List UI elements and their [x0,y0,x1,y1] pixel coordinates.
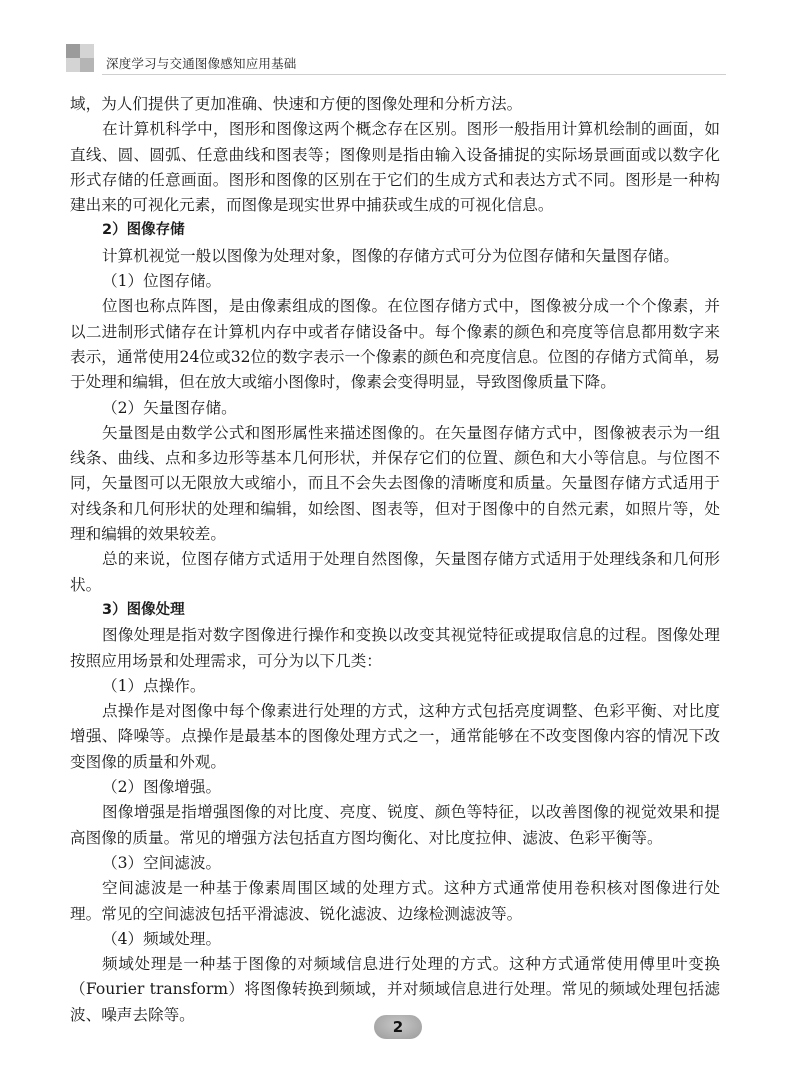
body-paragraph: （1）位图存储。 [102,272,222,291]
body-paragraph: （2）图像增强。 [102,778,222,797]
body-paragraph: 总的来说，位图存储方式适用于处理自然图像，矢量图存储方式适用于处理线条和几何形状。 [70,550,720,594]
body-paragraph: 位图也称点阵图，是由像素组成的图像。在位图存储方式中，图像被分成一个个像素，并以二进制形式储存在计算机内存中或者存储设备中。每个像素的颜色和亮度等信息都用数字来表示，通常使用24位或32位的数字表示一个像素的颜色和亮度信息。位图的存储方式简单，易于处理和编辑，但在放大或缩小图像时，像素会变得明显，导致图像质量下降。 [70,297,720,392]
section-heading: 2）图像存储 [102,222,185,239]
body-paragraph: 在计算机科学中，图形和图像这两个概念存在区别。图形一般指用计算机绘制的画面，如直线、圆、圆弧、任意曲线和图表等；图像则是指由输入设备捕捉的实际场景画面或以数字化形式存储的任意画面。图形和图像的区别在于它们的生成方式和表达方式不同。图形是一种构建出来的可视化元素，而图像是现实世界中捕获或生成的可视化信息。 [70,120,720,215]
body-paragraph: （4）频域处理。 [102,929,222,948]
body-paragraph: 点操作是对图像中每个像素进行处理的方式，这种方式包括亮度调整、色彩平衡、对比度增强、降噪等。点操作是最基本的图像处理方式之一，通常能够在不改变图像内容的情况下改变图像的质量和外观。 [70,702,720,771]
body-paragraph: 图像处理是指对数字图像进行操作和变换以改变其视觉特征或提取信息的过程。图像处理按照应用场景和处理需求，可分为以下几类： [70,626,720,670]
page-number: 2 [374,1015,422,1039]
body-paragraph: 矢量图是由数学公式和图形属性来描述图像的。在矢量图存储方式中，图像被表示为一组线条、曲线、点和多边形等基本几何形状，并保存它们的位置、颜色和大小等信息。与位图不同，矢量图可以无限放大或缩小，而且不会失去图像的清晰度和质量。矢量图存储方式适用于对线条和几何形状的处理和编辑，如绘图、图表等，但对于图像中的自然元素，如照片等，处理和编辑的效果较差。 [70,423,720,544]
body-paragraph: 计算机视觉一般以图像为处理对象，图像的存储方式可分为位图存储和矢量图存储。 [102,246,679,265]
header-decoration [66,44,100,74]
body-paragraph: 频域处理是一种基于图像的对频域信息进行处理的方式。这种方式通常使用傅里叶变换（Fourier transform）将图像转换到频域，并对频域信息进行处理。常见的频域处理包括滤波、噪声去除等。 [70,955,720,1024]
body-paragraph: （1）点操作。 [102,676,206,695]
body-paragraph: 图像增强是指增强图像的对比度、亮度、锐度、颜色等特征，以改善图像的视觉效果和提高图像的质量。常见的增强方法包括直方图均衡化、对比度拉伸、滤波、色彩平衡等。 [70,803,720,847]
page-body [70,92,720,1028]
body-paragraph: （2）矢量图存储。 [102,398,237,417]
book-title: 深度学习与交通图像感知应用基础 [106,56,297,71]
body-paragraph: 空间滤波是一种基于像素周围区域的处理方式。这种方式通常使用卷积核对图像进行处理。常见的空间滤波包括平滑滤波、锐化滤波、边缘检测滤波等。 [70,879,720,923]
header-rule [102,74,726,75]
body-paragraph: （3）空间滤波。 [102,853,222,872]
running-header [66,44,726,76]
body-paragraph: 域，为人们提供了更加准确、快速和方便的图像处理和分析方法。 [70,95,523,113]
section-heading: 3）图像处理 [102,601,185,618]
